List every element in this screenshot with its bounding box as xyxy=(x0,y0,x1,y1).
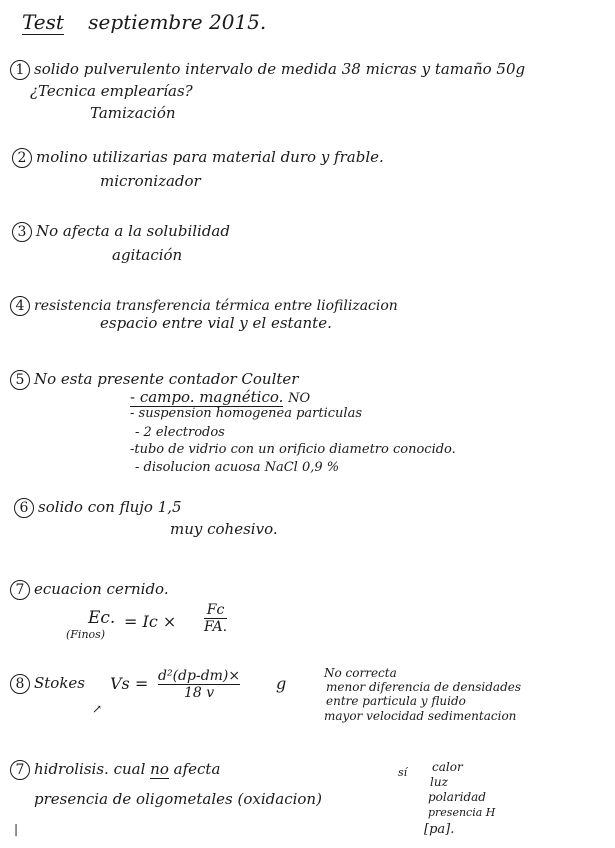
question-number: 8 xyxy=(10,674,30,694)
title-word: Test xyxy=(22,10,64,34)
question-text-b: afecta xyxy=(173,760,221,778)
q5-no-mark: NO xyxy=(288,391,311,406)
question-number: 1 xyxy=(10,60,30,80)
stray-mark: ↗ xyxy=(92,702,103,716)
question-number: 2 xyxy=(12,148,32,168)
side-item-1: calor xyxy=(432,760,463,774)
question-number: 7 xyxy=(10,760,30,780)
answer-9: presencia de oligometales (oxidacion) xyxy=(34,790,322,808)
question-number: 3 xyxy=(12,222,32,242)
question-text-no: no xyxy=(150,760,169,778)
question-1-line2: ¿Tecnica emplearías? xyxy=(30,82,193,100)
equation-lhs: Ec. xyxy=(88,608,116,628)
question-text: ecuacion cernido. xyxy=(34,580,169,598)
question-text: No esta presente contador Coulter xyxy=(34,370,299,388)
si-label: sí xyxy=(398,766,408,779)
fraction-denominator: FA. xyxy=(204,619,228,635)
question-text-a: hidrolisis. cual xyxy=(34,760,146,778)
question-8 xyxy=(10,674,85,694)
fraction-denominator: 18 v xyxy=(183,685,215,701)
question-text: Stokes xyxy=(34,674,85,692)
side-item-4: presencia H xyxy=(428,806,496,819)
stokes-fraction xyxy=(158,668,240,701)
fraction-numerator: d²(dp-dm)× xyxy=(158,668,241,684)
answer-6: muy cohesivo. xyxy=(170,520,278,538)
question-number: 5 xyxy=(10,370,30,390)
stokes-note-3: entre particula y fluido xyxy=(326,694,466,708)
q5-item-3: - 2 electrodos xyxy=(135,425,225,440)
side-item-3: polaridad xyxy=(428,790,486,804)
equation-lhs-sub: (Finos) xyxy=(66,628,106,641)
question-text: molino utilizarias para material duro y frable. xyxy=(36,148,384,166)
q5-item-2: - suspension homogenea particulas xyxy=(130,406,363,421)
question-1 xyxy=(10,60,525,80)
answer-2: micronizador xyxy=(100,172,201,190)
fraction-numerator: Fc xyxy=(206,602,225,618)
stray-mark: | xyxy=(14,822,19,836)
stokes-note-2: menor diferencia de densidades xyxy=(326,680,522,694)
question-6 xyxy=(14,498,182,518)
question-3 xyxy=(12,222,230,242)
answer-1: Tamización xyxy=(90,104,176,122)
equation-eq: = Ic × xyxy=(124,612,177,631)
question-4-line2: espacio entre vial y el estante. xyxy=(100,314,332,332)
q5-item-1 xyxy=(130,388,310,406)
stokes-note-1: No correcta xyxy=(324,666,397,680)
side-item-2: luz xyxy=(430,775,448,789)
question-number: 6 xyxy=(14,498,34,518)
question-number: 4 xyxy=(10,296,30,316)
page-title xyxy=(22,10,266,34)
question-number: 7 xyxy=(10,580,30,600)
stokes-g: g xyxy=(276,674,287,693)
question-text: No afecta a la solubilidad xyxy=(36,222,230,240)
question-text: resistencia transferencia térmica entre liofilizacion xyxy=(34,298,398,314)
question-5 xyxy=(10,370,298,390)
equation-fraction xyxy=(204,602,227,635)
question-7 xyxy=(10,580,169,600)
side-item-5: [pa]. xyxy=(424,822,455,837)
q5-item-1-text: - campo. magnético. xyxy=(130,388,284,406)
question-9 xyxy=(10,760,220,780)
question-4 xyxy=(10,296,398,316)
answer-3: agitación xyxy=(112,246,183,264)
q5-item-4: -tubo de vidrio con un orificio diametro conocido. xyxy=(130,442,456,457)
question-text: solido con flujo 1,5 xyxy=(38,498,182,516)
title-rest: septiembre 2015. xyxy=(88,10,267,34)
stokes-vs: Vs = xyxy=(110,674,149,693)
question-2 xyxy=(12,148,384,168)
stokes-note-4: mayor velocidad sedimentacion xyxy=(324,709,517,723)
q5-item-5: - disolucion acuosa NaCl 0,9 % xyxy=(135,460,340,475)
question-text: solido pulverulento intervalo de medida 38 micras y tamaño 50g xyxy=(34,60,526,78)
